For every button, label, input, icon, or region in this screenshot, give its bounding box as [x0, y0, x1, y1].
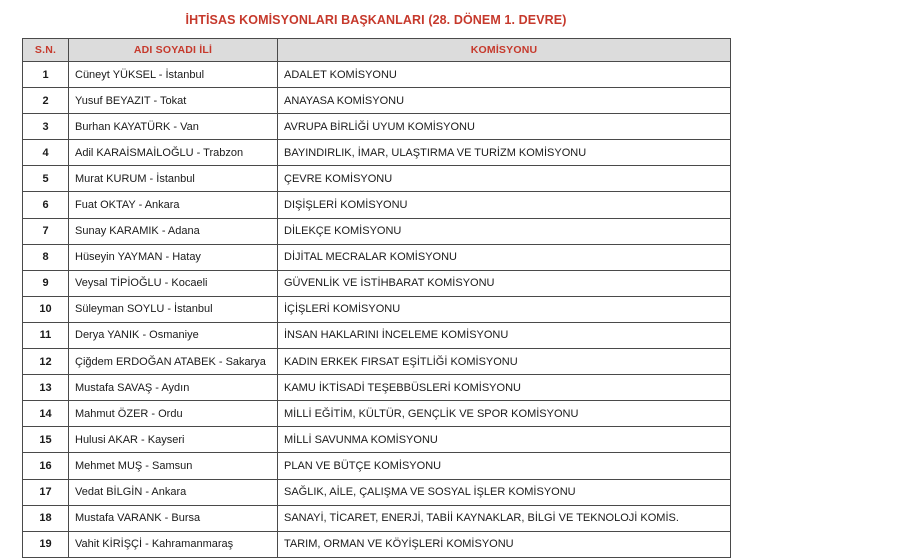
cell-serial-number: 8: [23, 244, 69, 270]
cell-member-name: Sunay KARAMIK - Adana: [69, 218, 278, 244]
cell-commission: KAMU İKTİSADİ TEŞEBBÜSLERİ KOMİSYONU: [278, 375, 731, 401]
table-header: [23, 39, 731, 62]
cell-serial-number: 17: [23, 479, 69, 505]
column-header-sn: S.N.: [23, 39, 69, 62]
table-row: [23, 375, 731, 401]
table-row: [23, 401, 731, 427]
cell-commission: DİJİTAL MECRALAR KOMİSYONU: [278, 244, 731, 270]
column-header-commission: KOMİSYONU: [278, 39, 731, 62]
cell-serial-number: 16: [23, 453, 69, 479]
cell-commission: ADALET KOMİSYONU: [278, 62, 731, 88]
committee-table-container: [22, 38, 730, 558]
cell-serial-number: 14: [23, 401, 69, 427]
table-row: [23, 192, 731, 218]
cell-serial-number: 3: [23, 114, 69, 140]
table-row: [23, 427, 731, 453]
cell-member-name: Mustafa VARANK - Bursa: [69, 505, 278, 531]
cell-member-name: Burhan KAYATÜRK - Van: [69, 114, 278, 140]
table-row: [23, 62, 731, 88]
cell-commission: İNSAN HAKLARINI İNCELEME KOMİSYONU: [278, 322, 731, 348]
cell-member-name: Çiğdem ERDOĞAN ATABEK - Sakarya: [69, 349, 278, 375]
cell-commission: BAYINDIRLIK, İMAR, ULAŞTIRMA VE TURİZM KOMİSYONU: [278, 140, 731, 166]
cell-serial-number: 13: [23, 375, 69, 401]
cell-serial-number: 2: [23, 88, 69, 114]
cell-commission: İÇİŞLERİ KOMİSYONU: [278, 296, 731, 322]
cell-commission: SANAYİ, TİCARET, ENERJİ, TABİİ KAYNAKLAR, BİLGİ VE TEKNOLOJİ KOMİS.: [278, 505, 731, 531]
cell-serial-number: 6: [23, 192, 69, 218]
cell-member-name: Süleyman SOYLU - İstanbul: [69, 296, 278, 322]
page-title: İHTİSAS KOMİSYONLARI BAŞKANLARI (28. DÖNEM 1. DEVRE): [185, 13, 567, 27]
table-row: [23, 244, 731, 270]
column-header-name: ADI SOYADI İLİ: [69, 39, 278, 62]
cell-member-name: Derya YANIK - Osmaniye: [69, 322, 278, 348]
table-row: [23, 322, 731, 348]
cell-serial-number: 12: [23, 349, 69, 375]
cell-serial-number: 11: [23, 322, 69, 348]
cell-member-name: Yusuf BEYAZIT - Tokat: [69, 88, 278, 114]
cell-commission: DİLEKÇE KOMİSYONU: [278, 218, 731, 244]
cell-member-name: Mehmet MUŞ - Samsun: [69, 453, 278, 479]
table-row: [23, 88, 731, 114]
cell-member-name: Vahit KİRİŞÇİ - Kahramanmaraş: [69, 531, 278, 557]
table-row: [23, 218, 731, 244]
cell-member-name: Veysal TİPİOĞLU - Kocaeli: [69, 270, 278, 296]
cell-member-name: Murat KURUM - İstanbul: [69, 166, 278, 192]
committee-table: [22, 38, 731, 558]
table-row: [23, 479, 731, 505]
table-row: [23, 296, 731, 322]
cell-commission: TARIM, ORMAN VE KÖYİŞLERİ KOMİSYONU: [278, 531, 731, 557]
cell-commission: AVRUPA BİRLİĞİ UYUM KOMİSYONU: [278, 114, 731, 140]
cell-member-name: Hulusi AKAR - Kayseri: [69, 427, 278, 453]
cell-serial-number: 15: [23, 427, 69, 453]
cell-serial-number: 7: [23, 218, 69, 244]
cell-commission: MİLLİ SAVUNMA KOMİSYONU: [278, 427, 731, 453]
cell-commission: SAĞLIK, AİLE, ÇALIŞMA VE SOSYAL İŞLER KOMİSYONU: [278, 479, 731, 505]
cell-member-name: Cüneyt YÜKSEL - İstanbul: [69, 62, 278, 88]
cell-commission: MİLLİ EĞİTİM, KÜLTÜR, GENÇLİK VE SPOR KOMİSYONU: [278, 401, 731, 427]
cell-member-name: Vedat BİLGİN - Ankara: [69, 479, 278, 505]
cell-serial-number: 18: [23, 505, 69, 531]
cell-commission: DIŞİŞLERİ KOMİSYONU: [278, 192, 731, 218]
cell-commission: GÜVENLİK VE İSTİHBARAT KOMİSYONU: [278, 270, 731, 296]
cell-serial-number: 5: [23, 166, 69, 192]
table-body: [23, 62, 731, 558]
table-row: [23, 270, 731, 296]
table-row: [23, 166, 731, 192]
cell-commission: PLAN VE BÜTÇE KOMİSYONU: [278, 453, 731, 479]
cell-serial-number: 1: [23, 62, 69, 88]
cell-member-name: Fuat OKTAY - Ankara: [69, 192, 278, 218]
table-row: [23, 140, 731, 166]
table-row: [23, 505, 731, 531]
table-row: [23, 453, 731, 479]
cell-serial-number: 9: [23, 270, 69, 296]
cell-member-name: Adil KARAİSMAİLOĞLU - Trabzon: [69, 140, 278, 166]
table-row: [23, 349, 731, 375]
cell-commission: ÇEVRE KOMİSYONU: [278, 166, 731, 192]
table-header-row: [23, 39, 731, 62]
cell-member-name: Hüseyin YAYMAN - Hatay: [69, 244, 278, 270]
cell-serial-number: 4: [23, 140, 69, 166]
cell-serial-number: 10: [23, 296, 69, 322]
table-row: [23, 114, 731, 140]
table-row: [23, 531, 731, 557]
cell-commission: KADIN ERKEK FIRSAT EŞİTLİĞİ KOMİSYONU: [278, 349, 731, 375]
cell-member-name: Mustafa SAVAŞ - Aydın: [69, 375, 278, 401]
cell-commission: ANAYASA KOMİSYONU: [278, 88, 731, 114]
cell-serial-number: 19: [23, 531, 69, 557]
cell-member-name: Mahmut ÖZER - Ordu: [69, 401, 278, 427]
